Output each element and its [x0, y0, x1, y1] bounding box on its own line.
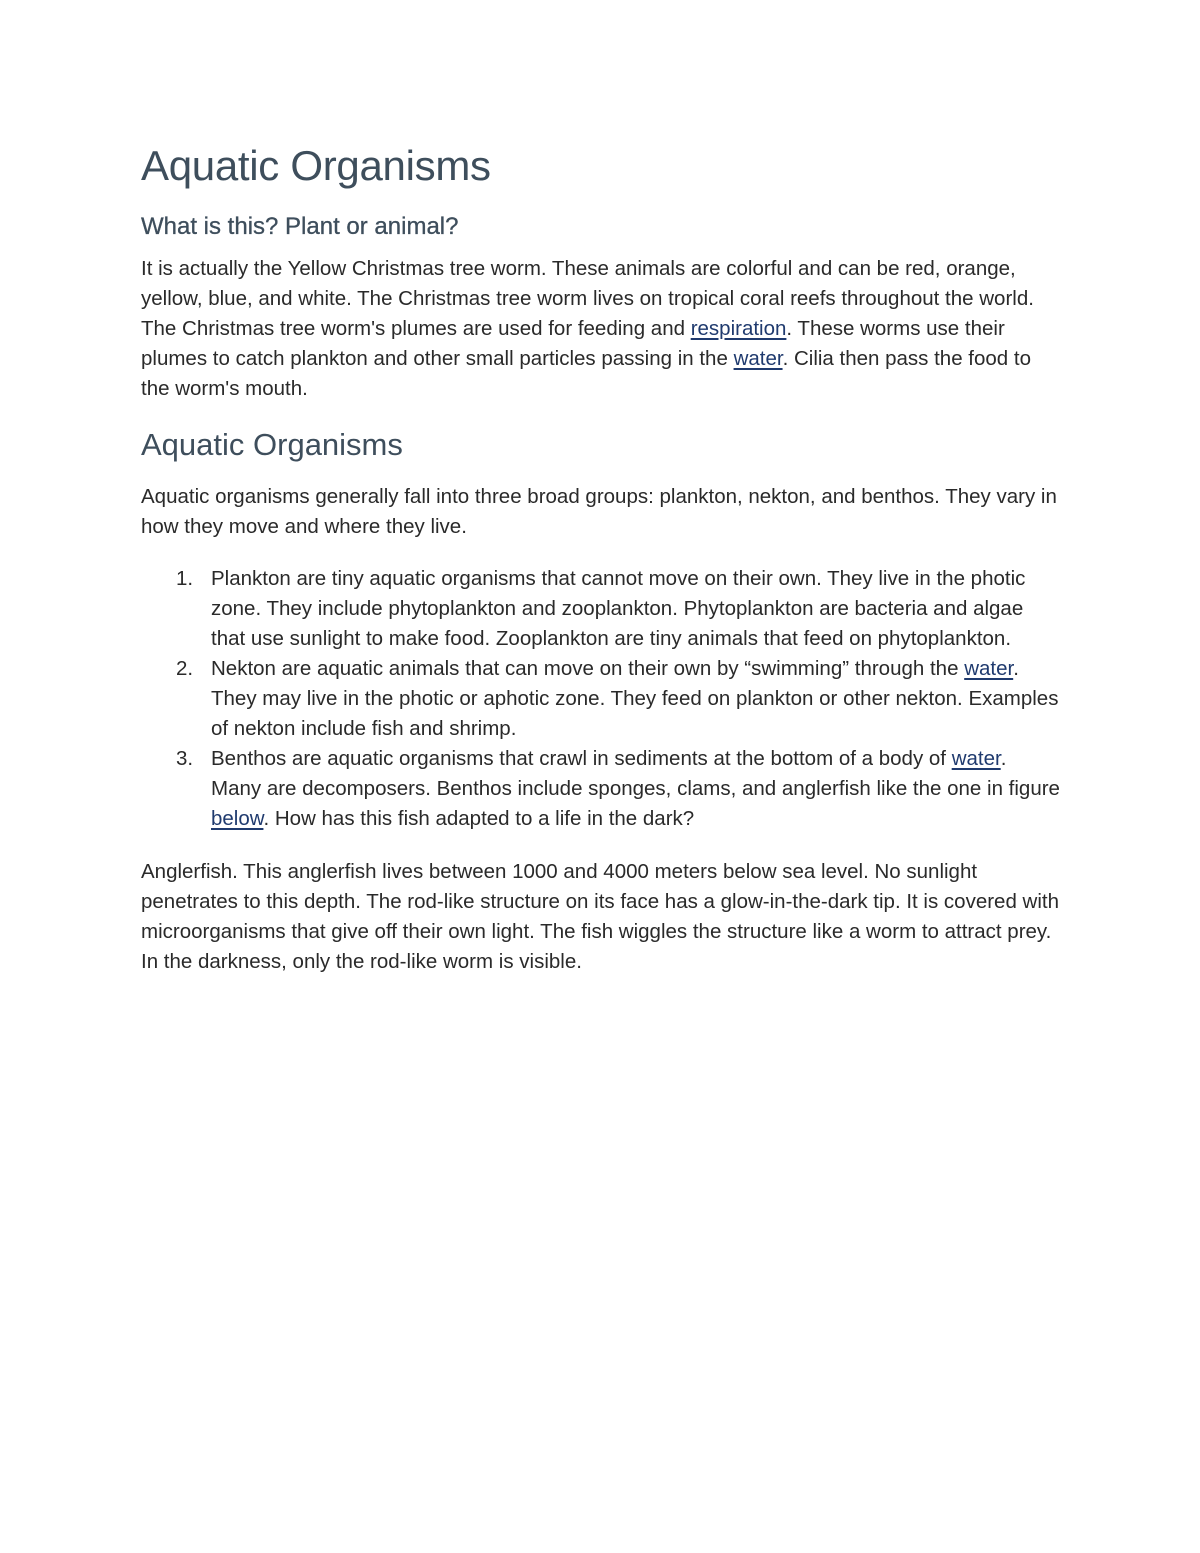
list-item: [141, 744, 1061, 834]
list-item: [141, 564, 1061, 654]
water-link[interactable]: water: [951, 747, 1001, 770]
intro-text-3: . Cilia then pass the food to the worm's mouth.: [141, 347, 1031, 400]
list-number: 2.: [176, 657, 194, 680]
intro-text-1: It is actually the Yellow Christmas tree worm. These animals are colorful and can be red, orange, yellow, blue, and white. The Christmas tree worm lives on tropical coral reefs throughout the world. The Christmas tree worm's plumes are used for feeding and: [141, 257, 1034, 340]
document-page: [141, 138, 1061, 977]
list-number: 1.: [176, 567, 194, 590]
respiration-link[interactable]: respiration: [690, 317, 787, 340]
list-item-text-a: Nekton are aquatic animals that can move on their own by “swimming” through the: [211, 657, 965, 680]
water-link[interactable]: water: [964, 657, 1014, 680]
intro-paragraph: [141, 254, 1061, 404]
list-item-text-a: Benthos are aquatic organisms that crawl in sediments at the bottom of a body of: [211, 747, 952, 770]
list-number: 3.: [176, 747, 194, 770]
list-item-text-b: . They may live in the photic or aphotic zone. They feed on plankton or other nekton. Examples of nekton include fish and shrimp.: [211, 657, 1059, 740]
intro-text-2: . These worms use their plumes to catch plankton and other small particles passing in the: [141, 317, 1005, 370]
list-item-text: Plankton are tiny aquatic organisms that cannot move on their own. They live in the photic zone. They include phytoplankton and zooplankton. Phytoplankton are bacteria and algae that use sunlight to make food. Zooplankton are tiny animals that feed on phytoplankton.: [211, 567, 1026, 650]
list-item-text-b: . Many are decomposers. Benthos include sponges, clams, and anglerfish like the one in figure: [211, 747, 1060, 800]
water-link[interactable]: water: [733, 347, 783, 370]
anglerfish-caption: Anglerfish. This anglerfish lives between 1000 and 4000 meters below sea level. No sunlight penetrates to this depth. The rod-like structure on its face has a glow-in-the-dark tip. It is covered with microorganisms that give off their own light. The fish wiggles the structure like a worm to attract prey. In the darkness, only the rod-like worm is visible.: [141, 860, 1060, 973]
page-title: Aquatic Organisms: [141, 142, 491, 189]
subtitle: What is this? Plant or animal?: [141, 213, 459, 240]
list-item-text: [211, 657, 1058, 740]
list-item-text: [211, 747, 1060, 830]
list-item-text-c: . How has this fish adapted to a life in the dark?: [263, 807, 695, 830]
below-link[interactable]: below: [211, 807, 264, 830]
list-item: [141, 654, 1061, 744]
section-heading: Aquatic Organisms: [141, 427, 403, 462]
organism-groups-list: [141, 564, 1061, 834]
section-lead-paragraph: Aquatic organisms generally fall into three broad groups: plankton, nekton, and benthos. They vary in how they move and where they live.: [141, 485, 1057, 538]
